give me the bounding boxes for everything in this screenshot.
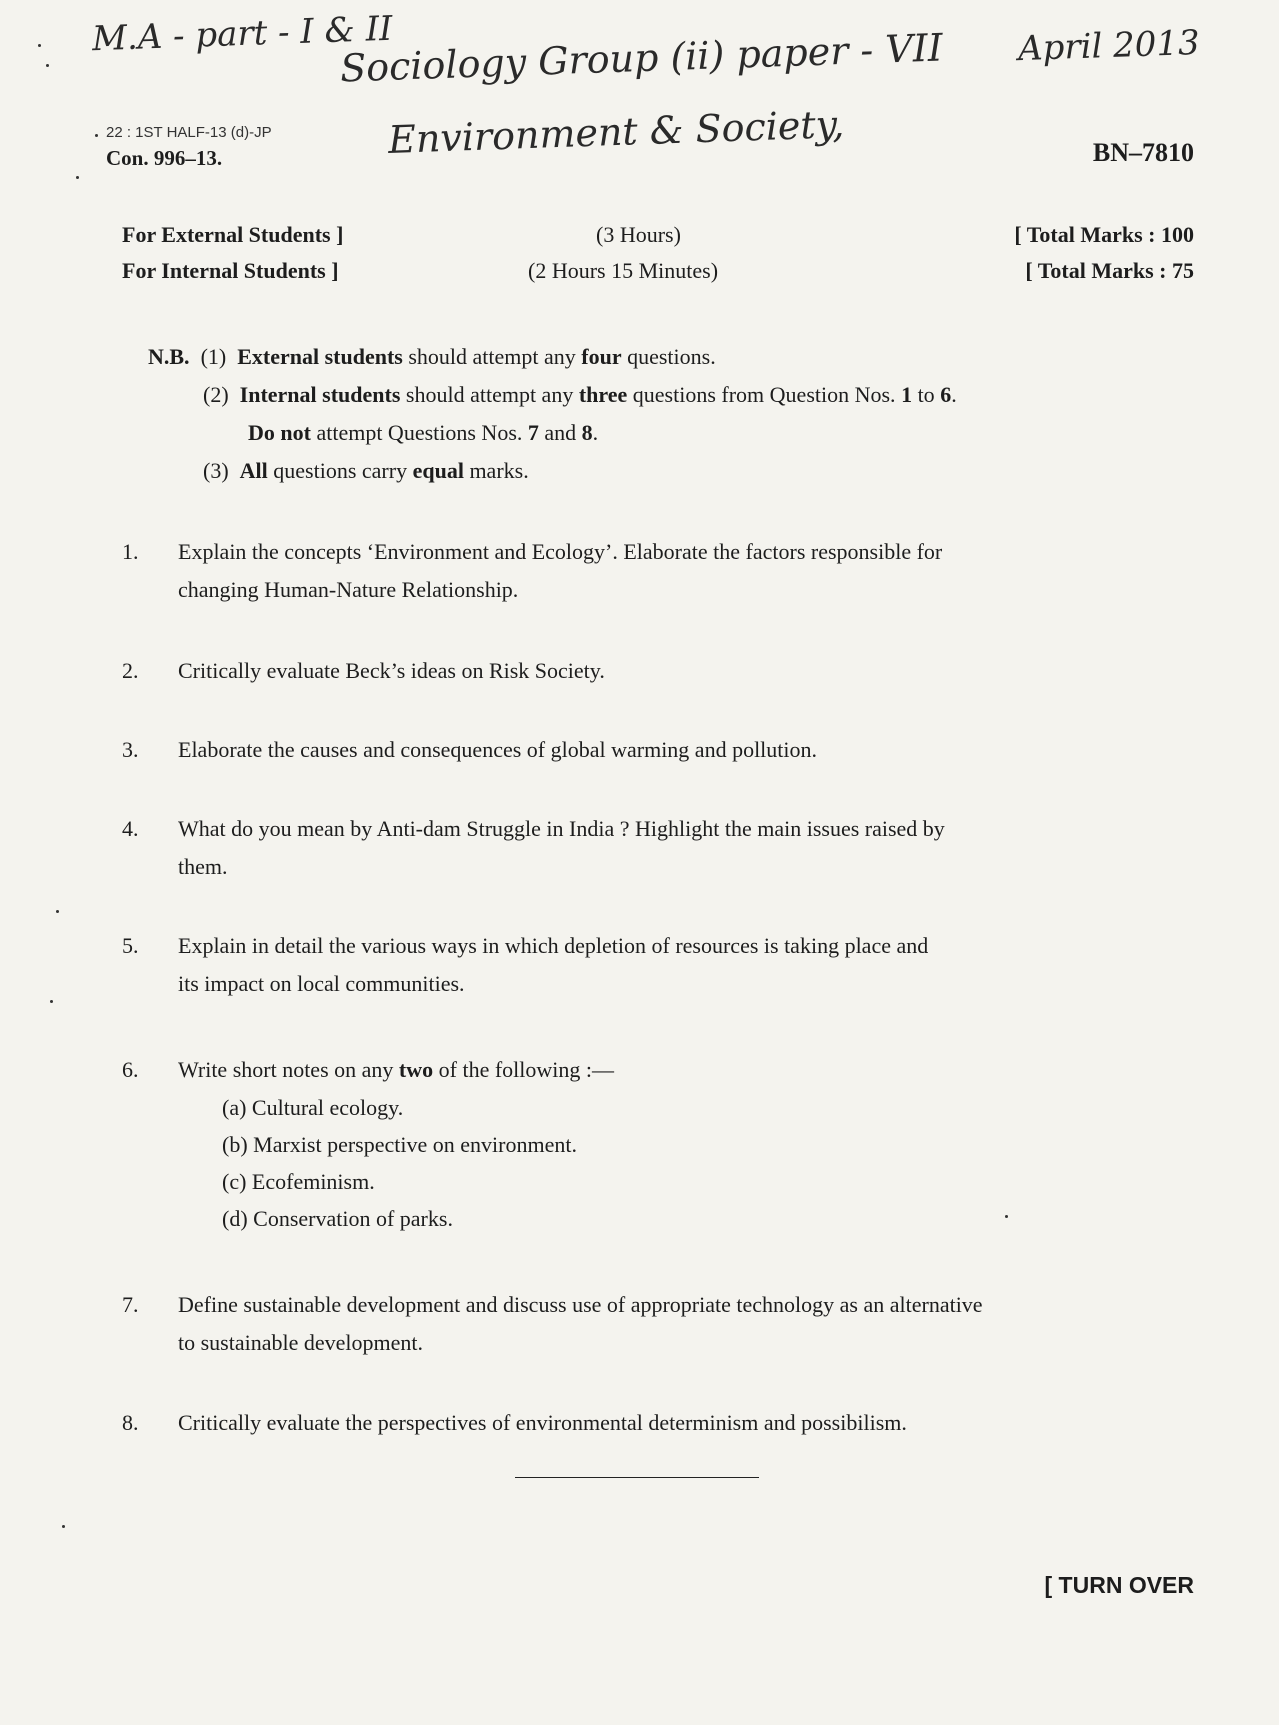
instruction-text: questions from Question Nos. — [627, 382, 902, 407]
instruction-number: (3) — [203, 458, 229, 483]
question-number: 4. — [122, 816, 139, 841]
question-text: Explain the concepts ‘Environment and Ecology’. Elaborate the factors responsible for — [178, 539, 943, 564]
question-number: 3. — [122, 737, 139, 762]
instruction-bold: 6 — [940, 382, 952, 407]
question-number: 7. — [122, 1292, 139, 1317]
question-text: its impact on local communities. — [178, 971, 465, 996]
instruction-bold: Internal students — [239, 382, 401, 407]
question-text: Elaborate the causes and consequences of global warming and pollution. — [178, 737, 818, 762]
question-6 — [122, 1051, 1192, 1237]
sub-question-a: (a) Cultural ecology. — [222, 1095, 404, 1120]
instruction-bold: Do not — [248, 420, 311, 445]
sub-question-d: (d) Conservation of parks. — [222, 1206, 453, 1231]
question-text: Explain in detail the various ways in which depletion of resources is taking place and — [178, 933, 929, 958]
instruction-2-cont — [248, 414, 1208, 452]
question-number: 1. — [122, 539, 139, 564]
scan-mark — [46, 64, 49, 67]
question-text: Define sustainable development and discuss use of appropriate technology as an alternative — [178, 1292, 983, 1317]
question-8 — [122, 1404, 1192, 1442]
handwritten-paper-title: Environment & Society, — [387, 102, 845, 162]
question-2 — [122, 652, 1192, 690]
internal-time: (2 Hours 15 Minutes) — [528, 258, 719, 283]
question-text-part: of the following :— — [433, 1057, 614, 1082]
instruction-bold: 1 — [901, 382, 913, 407]
question-1 — [122, 533, 1192, 609]
question-text — [178, 1051, 1192, 1089]
question-text-bold: two — [398, 1057, 434, 1082]
instructions — [148, 338, 1208, 490]
scan-mark — [95, 134, 98, 137]
instruction-bold: All — [239, 458, 268, 483]
scan-mark — [76, 176, 79, 179]
question-text-part: Write short notes on any — [178, 1057, 399, 1082]
external-time: (3 Hours) — [596, 222, 681, 247]
scan-mark — [56, 910, 59, 913]
scan-mark — [62, 1525, 65, 1528]
external-label: For External Students ] — [122, 222, 344, 247]
instruction-bold: three — [578, 382, 628, 407]
paper-code: 22 : 1ST HALF-13 (d)-JP — [106, 124, 272, 141]
instruction-text: should attempt any — [400, 382, 579, 407]
end-rule — [515, 1477, 759, 1478]
question-7 — [122, 1286, 1192, 1362]
sub-question-b: (b) Marxist perspective on environment. — [222, 1132, 577, 1157]
instruction-3 — [203, 452, 1208, 490]
instruction-text: and — [538, 420, 582, 445]
instruction-text: should attempt any — [402, 344, 582, 369]
nb-label: N.B. — [148, 344, 190, 369]
instruction-bold: four — [581, 344, 622, 369]
question-4 — [122, 810, 1192, 886]
question-text: What do you mean by Anti-dam Struggle in India ? Highlight the main issues raised by — [178, 816, 945, 841]
question-number: 6. — [122, 1057, 139, 1082]
handwritten-course: M.A - part - I & II — [91, 8, 394, 60]
instruction-bold: 7 — [527, 420, 539, 445]
scan-mark — [50, 1000, 53, 1003]
scan-mark — [38, 44, 41, 47]
question-number: 8. — [122, 1410, 139, 1435]
handwritten-subject: Sociology Group (ii) paper - VII — [339, 25, 944, 91]
internal-label: For Internal Students ] — [122, 258, 339, 283]
instruction-bold: equal — [412, 458, 464, 483]
con-number: Con. 996–13. — [106, 146, 223, 170]
question-number: 2. — [122, 658, 139, 683]
question-3 — [122, 731, 1192, 769]
instruction-text: . — [951, 382, 957, 407]
instruction-number: (2) — [203, 382, 229, 407]
instruction-text: . — [592, 420, 599, 445]
instruction-number: (1) — [200, 344, 227, 369]
external-marks: [ Total Marks : 100 — [1014, 222, 1194, 247]
internal-marks: [ Total Marks : 75 — [1025, 258, 1194, 283]
question-5 — [122, 927, 1192, 1003]
bn-number: BN–7810 — [1092, 138, 1194, 167]
sub-question-c: (c) Ecofeminism. — [222, 1169, 375, 1194]
instruction-text: marks. — [463, 458, 529, 483]
question-text: to sustainable development. — [178, 1330, 423, 1355]
instruction-text: questions carry — [267, 458, 413, 483]
question-text: Critically evaluate Beck’s ideas on Risk Society. — [178, 658, 605, 683]
question-text: changing Human-Nature Relationship. — [178, 577, 519, 602]
turn-over: [ TURN OVER — [1044, 1572, 1194, 1598]
instruction-text: questions. — [621, 344, 716, 369]
instruction-text: attempt Questions Nos. — [310, 420, 528, 445]
instruction-bold: 8 — [581, 420, 593, 445]
instruction-1 — [148, 338, 1208, 376]
question-text: Critically evaluate the perspectives of environmental determinism and possibilism. — [178, 1410, 907, 1435]
handwritten-date: April 2013 — [1017, 22, 1201, 70]
instruction-bold: External students — [237, 344, 403, 369]
instruction-2 — [203, 376, 1208, 414]
question-text: them. — [178, 854, 228, 879]
instruction-text: to — [912, 382, 941, 407]
question-number: 5. — [122, 933, 139, 958]
